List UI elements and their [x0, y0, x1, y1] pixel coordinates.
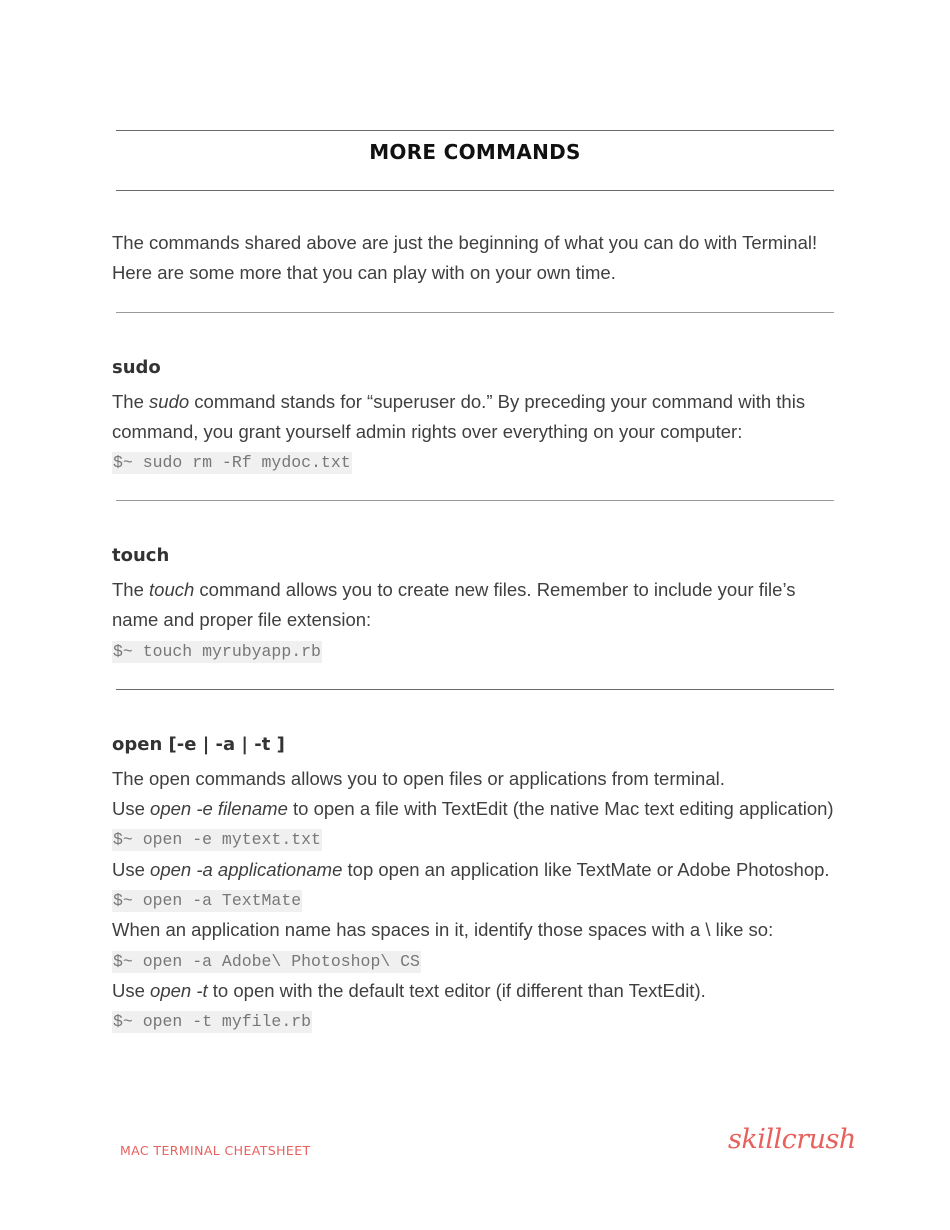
open-a-code-example: $~ open -a TextMate — [113, 891, 302, 910]
touch-code-example: $~ touch myrubyapp.rb — [113, 642, 321, 661]
sudo-description: The sudo command stands for “superuser do.” By preceding your command with this command, you grant yourself admin rights over everything on your computer: — [112, 391, 806, 442]
open-heading: open [-e | -a | -t ] — [112, 734, 285, 755]
section-divider — [116, 689, 834, 690]
sudo-term: sudo — [149, 391, 190, 412]
skillcrush-logo: skillcrush — [728, 1124, 856, 1155]
title-bottom-rule — [116, 190, 834, 191]
intro-paragraph: The commands shared above are just the beginning of what you can do with Terminal! Here are some more that you can play with on your own time. — [112, 232, 818, 283]
open-spaces-description: When an application name has spaces in it, identify those spaces with a \ like so: — [112, 919, 774, 940]
section-divider — [116, 500, 834, 501]
open-t-code-example: $~ open -t myfile.rb — [113, 1012, 312, 1031]
page-title: MORE COMMANDS — [369, 140, 581, 164]
sudo-heading: sudo — [112, 357, 161, 378]
touch-description: The touch command allows you to create new files. Remember to include your file’s name and proper file extension: — [112, 579, 796, 630]
open-t-description: Use open -t to open with the default text editor (if different than TextEdit). — [112, 980, 706, 1001]
sudo-code-example: $~ sudo rm -Rf mydoc.txt — [113, 453, 351, 472]
open-description: The open commands allows you to open files or applications from terminal. — [112, 768, 725, 789]
footer-label: MAC TERMINAL CHEATSHEET — [120, 1143, 311, 1158]
touch-term: touch — [149, 579, 195, 600]
open-e-description: Use open -e filename to open a file with TextEdit (the native Mac text editing application) — [112, 798, 834, 819]
open-e-code-example: $~ open -e mytext.txt — [113, 830, 321, 849]
title-top-rule — [116, 130, 834, 131]
open-a-description: Use open -a applicationame top open an application like TextMate or Adobe Photoshop. — [112, 859, 830, 880]
section-divider — [116, 312, 834, 313]
touch-heading: touch — [112, 545, 170, 566]
open-spaces-code-example: $~ open -a Adobe\ Photoshop\ CS — [113, 952, 420, 971]
